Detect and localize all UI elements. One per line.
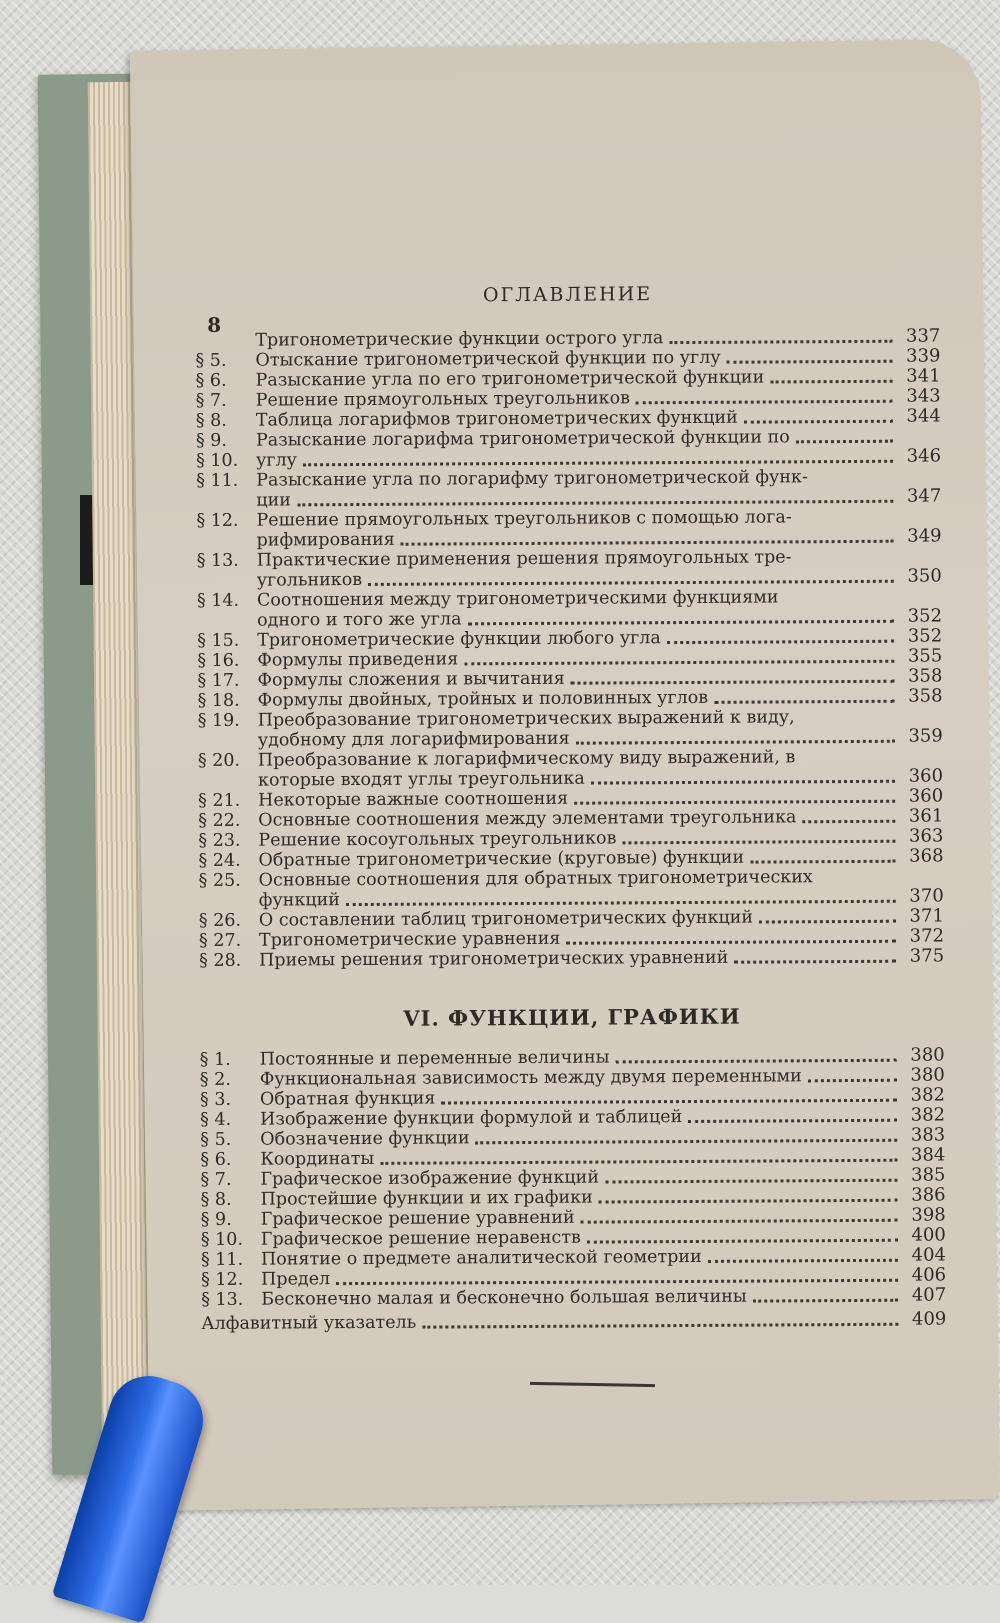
entry-page: 346: [899, 446, 941, 466]
leader-dots: [297, 496, 893, 507]
running-head: ОГЛАВЛЕНИЕ: [195, 280, 940, 309]
entry-page: 359: [901, 726, 943, 746]
entry-page: 406: [904, 1265, 946, 1285]
entry-title: Обратная функция: [260, 1089, 436, 1110]
entry-title: Изображение функции формулой и таблицей: [260, 1107, 682, 1130]
entry-page: 370: [902, 886, 944, 906]
leader-dots: [734, 956, 896, 964]
entry-page: 349: [899, 526, 941, 546]
leader-dots: [616, 1055, 897, 1064]
section-number: § 26.: [199, 911, 259, 931]
entry-page: 355: [900, 646, 942, 666]
entry-page: 380: [903, 1045, 945, 1065]
entry-title: Тригонометрические уравнения: [259, 929, 561, 951]
section-number: § 5.: [200, 1130, 260, 1150]
section-number: § 19.: [198, 711, 258, 731]
chapter-entries: [200, 1045, 947, 1310]
leader-dots: [380, 1155, 897, 1165]
section-number: § 18.: [197, 691, 257, 711]
section-number: § 8.: [196, 411, 256, 431]
entry-title: Предел: [261, 1269, 330, 1289]
entry-title: Постоянные и переменные величины: [260, 1047, 610, 1069]
entry-page: 398: [904, 1205, 946, 1225]
index-title: Алфавитный указатель: [201, 1313, 416, 1334]
entry-page: 385: [903, 1165, 945, 1185]
entry-title: Разыскание угла по логарифму тригонометрической функ-: [256, 467, 808, 490]
entry-title: Основные соотношения для обратных тригонометрических: [259, 867, 813, 890]
entry-page: 360: [901, 766, 943, 786]
leader-dots: [368, 576, 894, 586]
leader-dots: [587, 1235, 898, 1244]
section-number: § 5.: [195, 351, 255, 371]
section-number: § 12.: [196, 511, 256, 531]
entry-page: 358: [900, 666, 942, 686]
entry-page: 347: [899, 486, 941, 506]
entry-title: Основные соотношения между элементами треугольника: [258, 807, 796, 830]
section-number: § 11.: [196, 471, 256, 491]
entry-title: Решение прямоугольных треугольников с помощью лога-: [256, 507, 791, 530]
entry-page: 361: [901, 806, 943, 826]
entry-title: Тригонометрические функции любого угла: [257, 628, 661, 650]
leader-dots: [576, 736, 895, 745]
leader-dots: [336, 1275, 898, 1285]
entry-title: Решение прямоугольных треугольников: [256, 388, 630, 410]
section-number: § 10.: [201, 1230, 261, 1250]
leader-dots: [808, 1075, 897, 1083]
entry-title: углу: [256, 450, 297, 470]
entry-title: угольников: [257, 570, 362, 591]
entry-title: Формулы сложения и вычитания: [257, 669, 564, 691]
entry-title: Простейшие функции и их графики: [261, 1188, 593, 1210]
section-number: § 3.: [200, 1090, 260, 1110]
section-number: § 8.: [201, 1190, 261, 1210]
leader-dots: [759, 916, 896, 924]
section-number: § 10.: [196, 451, 256, 471]
entry-title: Некоторые важные соотношения: [258, 789, 568, 811]
entry-page: 343: [899, 386, 941, 406]
leader-dots: [303, 456, 893, 467]
entry-title: Соотношения между тригонометрическими функциями: [257, 587, 779, 610]
section-number: § 23.: [198, 831, 258, 851]
toc-entries: [195, 326, 944, 971]
section-number: § 6.: [200, 1150, 260, 1170]
section-number: § 13.: [201, 1290, 261, 1310]
leader-dots: [574, 796, 895, 805]
section-number: § 25.: [199, 871, 259, 891]
entry-page: 400: [904, 1225, 946, 1245]
section-number: § 22.: [198, 811, 258, 831]
section-number: § 17.: [197, 671, 257, 691]
leader-dots: [468, 616, 895, 626]
section-number: § 15.: [197, 631, 257, 651]
entry-page: 337: [898, 326, 940, 346]
entry-title: Координаты: [260, 1149, 374, 1170]
leader-dots: [802, 816, 895, 824]
entry-page: 371: [902, 906, 944, 926]
entry-page: 368: [901, 846, 943, 866]
leader-dots: [581, 1215, 898, 1224]
entry-title: Приемы решения тригонометрических уравнений: [259, 948, 728, 971]
entry-title: ции: [256, 490, 291, 510]
section-number: § 1.: [200, 1050, 260, 1070]
entry-title: Разыскание угла по его тригонометрической функции: [256, 368, 765, 391]
leader-dots: [727, 356, 893, 364]
entry-page: 352: [900, 606, 942, 626]
section-number: § 9.: [201, 1210, 261, 1230]
leader-dots: [401, 536, 894, 546]
section-number: § 9.: [196, 431, 256, 451]
section-number: § 11.: [201, 1250, 261, 1270]
entry-page: 352: [900, 626, 942, 646]
entry-title: Обратные тригонометрические (круговые) функции: [258, 848, 744, 871]
entry-title: Преобразование к логарифмическому виду выражений, в: [258, 747, 796, 770]
entry-title: Графическое решение неравенств: [261, 1228, 581, 1250]
leader-dots: [571, 676, 895, 685]
leader-dots: [591, 776, 895, 785]
leader-dots: [422, 1319, 898, 1329]
chapter-title: VI. ФУНКЦИИ, ГРАФИКИ: [199, 1002, 944, 1032]
entry-title: одного и того же угла: [257, 609, 462, 630]
leader-dots: [476, 1135, 898, 1145]
section-number: § 7.: [196, 391, 256, 411]
entry-title: Обозначение функции: [260, 1128, 470, 1149]
section-number: § 27.: [199, 931, 259, 951]
entry-title: функций: [259, 890, 340, 910]
section-number: § 21.: [198, 791, 258, 811]
entry-page: 384: [903, 1145, 945, 1165]
entry-title: Графическое решение уравнений: [261, 1208, 575, 1230]
leader-dots: [770, 376, 892, 384]
entry-page: 382: [903, 1085, 945, 1105]
leader-dots: [599, 1195, 898, 1204]
leader-dots: [622, 836, 895, 845]
leader-dots: [714, 696, 894, 704]
index-page: 409: [904, 1309, 946, 1329]
leader-dots: [605, 1175, 898, 1184]
leader-dots: [796, 436, 893, 444]
leader-dots: [669, 336, 892, 344]
table-of-contents: [195, 280, 946, 1334]
entry-title: рифмирования: [257, 530, 395, 551]
section-number: § 24.: [198, 851, 258, 871]
entry-title: Формулы двойных, тройных и половинных углов: [257, 688, 708, 711]
entry-title: Бесконечно малая и бесконечно большая величины: [261, 1287, 747, 1310]
entry-page: 404: [904, 1245, 946, 1265]
leader-dots: [464, 656, 894, 666]
leader-dots: [750, 856, 895, 864]
section-number: § 6.: [196, 371, 256, 391]
entry-page: 382: [903, 1105, 945, 1125]
page-number: 8: [207, 313, 221, 337]
entry-title: Таблица логарифмов тригонометрических функций: [256, 408, 738, 431]
entry-page: 358: [900, 686, 942, 706]
entry-title: Формулы приведения: [257, 649, 458, 670]
entry-page: 339: [898, 346, 940, 366]
entry-title: Тригонометрические функции острого угла: [255, 328, 663, 350]
entry-title: Функциональная зависимость между двумя переменными: [260, 1066, 802, 1089]
entry-title: Решение косоугольных треугольников: [258, 828, 616, 850]
leader-dots: [708, 1255, 898, 1263]
leader-dots: [636, 396, 893, 405]
entry-title: Практические применения решения прямоугольных тре-: [257, 547, 792, 570]
entry-page: 360: [901, 786, 943, 806]
section-number: § 20.: [198, 751, 258, 771]
section-number: § 13.: [197, 551, 257, 571]
leader-dots: [744, 416, 893, 424]
section-number: § 4.: [200, 1110, 260, 1130]
entry-page: 407: [904, 1285, 946, 1305]
entry-page: 350: [900, 566, 942, 586]
entry-title: удобному для логарифмирования: [258, 729, 570, 751]
leader-dots: [441, 1095, 897, 1105]
leader-dots: [566, 936, 896, 945]
entry-page: 344: [899, 406, 941, 426]
leader-dots: [688, 1115, 897, 1123]
section-number: § 12.: [201, 1270, 261, 1290]
section-number: § 2.: [200, 1070, 260, 1090]
toc-row: [201, 1285, 946, 1310]
entry-page: 386: [904, 1185, 946, 1205]
section-number: § 14.: [197, 591, 257, 611]
entry-title: Графическое изображение функций: [260, 1168, 599, 1190]
entry-page: 383: [903, 1125, 945, 1145]
section-number: § 7.: [200, 1170, 260, 1190]
section-number: § 28.: [199, 951, 259, 971]
entry-title: которые входят углы треугольника: [258, 769, 585, 791]
entry-page: 363: [901, 826, 943, 846]
toc-row: [199, 946, 944, 971]
leader-dots: [346, 896, 896, 906]
entry-page: 372: [902, 926, 944, 946]
entry-title: Понятие о предмете аналитической геометрии: [261, 1247, 702, 1270]
entry-page: 380: [903, 1065, 945, 1085]
section-number: § 16.: [197, 651, 257, 671]
leader-dots: [667, 636, 894, 644]
leader-dots: [753, 1295, 898, 1303]
entry-title: Разыскание логарифма тригонометрической функции по: [256, 427, 790, 450]
entry-title: О составлении таблиц тригонометрических функций: [259, 908, 753, 931]
entry-title: Преобразование тригонометрических выражений к виду,: [258, 707, 795, 730]
entry-page: 375: [902, 946, 944, 966]
entry-page: 341: [899, 366, 941, 386]
entry-title: Отыскание тригонометрической функции по углу: [255, 348, 720, 371]
